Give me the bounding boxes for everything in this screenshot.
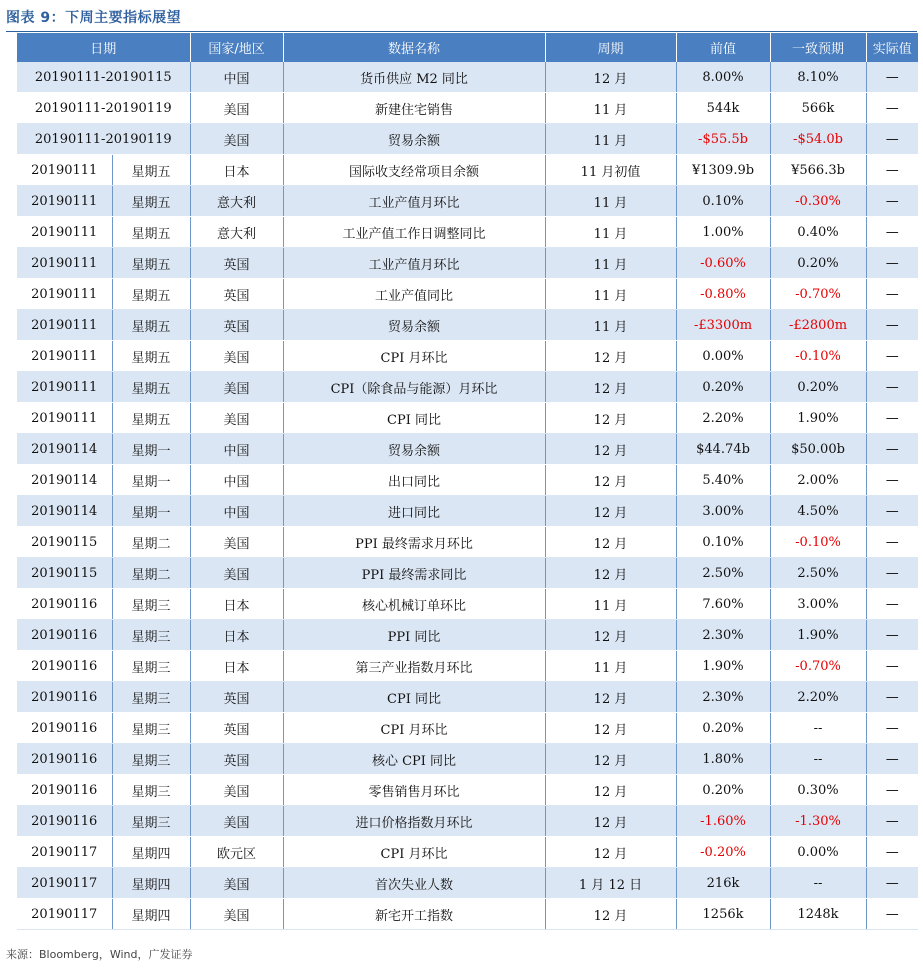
cell-period: 12 月 xyxy=(545,558,676,589)
title-divider xyxy=(6,31,917,32)
cell-consensus: 1.90% xyxy=(770,403,866,434)
cell-consensus: -- xyxy=(770,744,866,775)
cell-previous: -$55.5b xyxy=(676,124,770,155)
cell-date: 20190116 xyxy=(17,713,112,744)
cell-date: 20190116 xyxy=(17,589,112,620)
cell-period: 11 月 xyxy=(545,217,676,248)
cell-consensus: ¥566.3b xyxy=(770,155,866,186)
table-row xyxy=(17,93,918,124)
cell-period: 12 月 xyxy=(545,775,676,806)
cell-country: 英国 xyxy=(190,248,283,279)
cell-actual: — xyxy=(866,775,918,806)
cell-consensus: -- xyxy=(770,713,866,744)
cell-period: 11 月 xyxy=(545,124,676,155)
cell-previous: 0.20% xyxy=(676,775,770,806)
cell-date: 20190114 xyxy=(17,434,112,465)
cell-previous: 0.00% xyxy=(676,341,770,372)
cell-date: 20190116 xyxy=(17,744,112,775)
table-row xyxy=(17,775,918,806)
cell-period: 12 月 xyxy=(545,496,676,527)
cell-consensus: 566k xyxy=(770,93,866,124)
cell-period: 1 月 12 日 xyxy=(545,868,676,899)
cell-country: 美国 xyxy=(190,868,283,899)
cell-weekday: 星期五 xyxy=(112,403,190,434)
cell-consensus: -0.70% xyxy=(770,279,866,310)
cell-consensus: -0.10% xyxy=(770,341,866,372)
cell-indicator: 新建住宅销售 xyxy=(283,93,545,124)
cell-indicator: 工业产值工作日调整同比 xyxy=(283,217,545,248)
cell-date: 20190111 xyxy=(17,372,112,403)
cell-actual: — xyxy=(866,868,918,899)
cell-date: 20190117 xyxy=(17,837,112,868)
cell-date: 20190111 xyxy=(17,341,112,372)
cell-previous: 0.10% xyxy=(676,186,770,217)
cell-actual: — xyxy=(866,341,918,372)
cell-actual: — xyxy=(866,682,918,713)
cell-previous: 0.10% xyxy=(676,527,770,558)
table-row xyxy=(17,310,918,341)
table-row xyxy=(17,589,918,620)
cell-date: 20190111 xyxy=(17,279,112,310)
cell-consensus: 0.20% xyxy=(770,248,866,279)
cell-date: 20190116 xyxy=(17,775,112,806)
cell-weekday: 星期三 xyxy=(112,589,190,620)
cell-country: 美国 xyxy=(190,806,283,837)
cell-period: 12 月 xyxy=(545,837,676,868)
cell-weekday: 星期三 xyxy=(112,713,190,744)
cell-weekday: 星期五 xyxy=(112,248,190,279)
cell-date: 20190111 xyxy=(17,186,112,217)
cell-consensus: 0.00% xyxy=(770,837,866,868)
table-body xyxy=(17,62,918,930)
cell-previous: 3.00% xyxy=(676,496,770,527)
cell-country: 美国 xyxy=(190,403,283,434)
cell-consensus: 0.20% xyxy=(770,372,866,403)
cell-consensus: 4.50% xyxy=(770,496,866,527)
table-row xyxy=(17,403,918,434)
cell-period: 12 月 xyxy=(545,62,676,93)
table-row xyxy=(17,899,918,930)
cell-actual: — xyxy=(866,465,918,496)
cell-country: 美国 xyxy=(190,341,283,372)
cell-country: 欧元区 xyxy=(190,837,283,868)
cell-weekday: 星期二 xyxy=(112,527,190,558)
cell-actual: — xyxy=(866,837,918,868)
cell-country: 日本 xyxy=(190,589,283,620)
cell-period: 12 月 xyxy=(545,682,676,713)
table-row xyxy=(17,124,918,155)
cell-country: 美国 xyxy=(190,775,283,806)
cell-weekday: 星期四 xyxy=(112,837,190,868)
table-row xyxy=(17,465,918,496)
cell-indicator: PPI 最终需求同比 xyxy=(283,558,545,589)
cell-previous: 1256k xyxy=(676,899,770,930)
cell-weekday: 星期五 xyxy=(112,186,190,217)
header-previous: 前值 xyxy=(676,33,770,62)
cell-weekday: 星期三 xyxy=(112,620,190,651)
cell-actual: — xyxy=(866,558,918,589)
cell-previous: 0.20% xyxy=(676,372,770,403)
cell-consensus: 0.40% xyxy=(770,217,866,248)
cell-previous: ¥1309.9b xyxy=(676,155,770,186)
cell-period: 11 月初值 xyxy=(545,155,676,186)
cell-date: 20190116 xyxy=(17,682,112,713)
cell-indicator: 首次失业人数 xyxy=(283,868,545,899)
cell-period: 12 月 xyxy=(545,403,676,434)
table-row xyxy=(17,186,918,217)
cell-date: 20190111 xyxy=(17,248,112,279)
cell-actual: — xyxy=(866,713,918,744)
cell-actual: — xyxy=(866,403,918,434)
cell-consensus: 1248k xyxy=(770,899,866,930)
cell-weekday: 星期五 xyxy=(112,217,190,248)
cell-period: 11 月 xyxy=(545,310,676,341)
cell-actual: — xyxy=(866,155,918,186)
cell-date: 20190111-20190115 xyxy=(17,62,190,93)
cell-country: 意大利 xyxy=(190,217,283,248)
cell-date: 20190111 xyxy=(17,155,112,186)
cell-country: 日本 xyxy=(190,651,283,682)
cell-previous: -£3300m xyxy=(676,310,770,341)
table-row xyxy=(17,527,918,558)
header-actual: 实际值 xyxy=(866,33,918,62)
cell-previous: -0.20% xyxy=(676,837,770,868)
cell-date: 20190116 xyxy=(17,620,112,651)
cell-date: 20190114 xyxy=(17,465,112,496)
cell-country: 意大利 xyxy=(190,186,283,217)
cell-indicator: 国际收支经常项目余额 xyxy=(283,155,545,186)
cell-consensus: -0.30% xyxy=(770,186,866,217)
cell-indicator: 工业产值同比 xyxy=(283,279,545,310)
cell-actual: — xyxy=(866,186,918,217)
cell-weekday: 星期五 xyxy=(112,310,190,341)
cell-consensus: -£2800m xyxy=(770,310,866,341)
cell-indicator: 出口同比 xyxy=(283,465,545,496)
cell-actual: — xyxy=(866,620,918,651)
cell-consensus: 1.90% xyxy=(770,620,866,651)
cell-period: 12 月 xyxy=(545,341,676,372)
cell-actual: — xyxy=(866,434,918,465)
figure-title: 图表 9：下周主要指标展望 xyxy=(6,10,182,26)
cell-previous: -1.60% xyxy=(676,806,770,837)
cell-period: 12 月 xyxy=(545,465,676,496)
cell-date: 20190111-20190119 xyxy=(17,124,190,155)
cell-period: 11 月 xyxy=(545,186,676,217)
cell-period: 11 月 xyxy=(545,279,676,310)
cell-indicator: 贸易余额 xyxy=(283,434,545,465)
cell-previous: 544k xyxy=(676,93,770,124)
header-date: 日期 xyxy=(17,33,190,62)
cell-period: 12 月 xyxy=(545,713,676,744)
cell-indicator: CPI 同比 xyxy=(283,682,545,713)
cell-consensus: -- xyxy=(770,868,866,899)
cell-actual: — xyxy=(866,527,918,558)
cell-indicator: 进口同比 xyxy=(283,496,545,527)
cell-weekday: 星期五 xyxy=(112,155,190,186)
cell-indicator: 工业产值月环比 xyxy=(283,248,545,279)
cell-actual: — xyxy=(866,589,918,620)
cell-date: 20190115 xyxy=(17,527,112,558)
cell-consensus: -0.10% xyxy=(770,527,866,558)
cell-period: 11 月 xyxy=(545,248,676,279)
cell-previous: 0.20% xyxy=(676,713,770,744)
cell-consensus: 2.00% xyxy=(770,465,866,496)
table-row xyxy=(17,217,918,248)
table-row xyxy=(17,341,918,372)
cell-country: 英国 xyxy=(190,279,283,310)
cell-date: 20190111 xyxy=(17,310,112,341)
cell-period: 12 月 xyxy=(545,806,676,837)
cell-date: 20190116 xyxy=(17,806,112,837)
cell-indicator: CPI 月环比 xyxy=(283,713,545,744)
table-row xyxy=(17,620,918,651)
cell-weekday: 星期一 xyxy=(112,465,190,496)
cell-indicator: CPI 月环比 xyxy=(283,341,545,372)
cell-country: 英国 xyxy=(190,713,283,744)
cell-country: 美国 xyxy=(190,899,283,930)
cell-date: 20190117 xyxy=(17,868,112,899)
cell-actual: — xyxy=(866,93,918,124)
cell-indicator: 贸易余额 xyxy=(283,310,545,341)
cell-date: 20190111 xyxy=(17,217,112,248)
table-row xyxy=(17,837,918,868)
cell-indicator: 核心机械订单环比 xyxy=(283,589,545,620)
cell-consensus: 2.20% xyxy=(770,682,866,713)
cell-consensus: 0.30% xyxy=(770,775,866,806)
cell-indicator: PPI 最终需求月环比 xyxy=(283,527,545,558)
cell-consensus: -$54.0b xyxy=(770,124,866,155)
cell-weekday: 星期一 xyxy=(112,434,190,465)
cell-country: 中国 xyxy=(190,496,283,527)
cell-period: 12 月 xyxy=(545,899,676,930)
cell-previous: 216k xyxy=(676,868,770,899)
cell-indicator: 新宅开工指数 xyxy=(283,899,545,930)
cell-actual: — xyxy=(866,279,918,310)
cell-country: 美国 xyxy=(190,558,283,589)
cell-actual: — xyxy=(866,899,918,930)
cell-previous: -0.80% xyxy=(676,279,770,310)
cell-consensus: 3.00% xyxy=(770,589,866,620)
cell-country: 中国 xyxy=(190,434,283,465)
header-period: 周期 xyxy=(545,33,676,62)
cell-weekday: 星期三 xyxy=(112,682,190,713)
cell-previous: 2.30% xyxy=(676,620,770,651)
cell-period: 12 月 xyxy=(545,372,676,403)
table-row xyxy=(17,651,918,682)
cell-indicator: 贸易余额 xyxy=(283,124,545,155)
table-row xyxy=(17,868,918,899)
cell-weekday: 星期三 xyxy=(112,806,190,837)
cell-actual: — xyxy=(866,744,918,775)
cell-date: 20190111 xyxy=(17,403,112,434)
header-country: 国家/地区 xyxy=(190,33,283,62)
table-row xyxy=(17,248,918,279)
table-row xyxy=(17,155,918,186)
table-row xyxy=(17,806,918,837)
table-row xyxy=(17,744,918,775)
cell-actual: — xyxy=(866,496,918,527)
cell-previous: 1.90% xyxy=(676,651,770,682)
cell-weekday: 星期三 xyxy=(112,651,190,682)
cell-date: 20190111-20190119 xyxy=(17,93,190,124)
header-indicator: 数据名称 xyxy=(283,33,545,62)
cell-country: 英国 xyxy=(190,310,283,341)
cell-consensus: -0.70% xyxy=(770,651,866,682)
cell-indicator: CPI（除食品与能源）月环比 xyxy=(283,372,545,403)
cell-period: 12 月 xyxy=(545,620,676,651)
table-row xyxy=(17,496,918,527)
cell-actual: — xyxy=(866,217,918,248)
cell-consensus: $50.00b xyxy=(770,434,866,465)
cell-indicator: CPI 月环比 xyxy=(283,837,545,868)
cell-country: 美国 xyxy=(190,124,283,155)
cell-country: 中国 xyxy=(190,465,283,496)
cell-period: 12 月 xyxy=(545,527,676,558)
cell-weekday: 星期五 xyxy=(112,341,190,372)
cell-period: 12 月 xyxy=(545,744,676,775)
cell-indicator: 零售销售月环比 xyxy=(283,775,545,806)
cell-weekday: 星期三 xyxy=(112,775,190,806)
cell-weekday: 星期一 xyxy=(112,496,190,527)
cell-weekday: 星期五 xyxy=(112,279,190,310)
cell-country: 美国 xyxy=(190,527,283,558)
cell-previous: 2.20% xyxy=(676,403,770,434)
cell-indicator: PPI 同比 xyxy=(283,620,545,651)
cell-previous: 2.50% xyxy=(676,558,770,589)
table-header-row xyxy=(17,33,918,62)
cell-previous: 1.00% xyxy=(676,217,770,248)
cell-previous: 2.30% xyxy=(676,682,770,713)
cell-country: 日本 xyxy=(190,620,283,651)
cell-indicator: 核心 CPI 同比 xyxy=(283,744,545,775)
cell-weekday: 星期二 xyxy=(112,558,190,589)
cell-previous: $44.74b xyxy=(676,434,770,465)
cell-date: 20190116 xyxy=(17,651,112,682)
cell-date: 20190114 xyxy=(17,496,112,527)
cell-previous: 8.00% xyxy=(676,62,770,93)
source-note: 来源：Bloomberg，Wind，广发证券 xyxy=(6,948,193,961)
cell-consensus: 8.10% xyxy=(770,62,866,93)
cell-actual: — xyxy=(866,310,918,341)
cell-country: 美国 xyxy=(190,93,283,124)
cell-weekday: 星期四 xyxy=(112,868,190,899)
table-row xyxy=(17,62,918,93)
cell-previous: 5.40% xyxy=(676,465,770,496)
cell-indicator: 货币供应 M2 同比 xyxy=(283,62,545,93)
table-row xyxy=(17,713,918,744)
cell-actual: — xyxy=(866,124,918,155)
cell-country: 日本 xyxy=(190,155,283,186)
cell-indicator: 进口价格指数月环比 xyxy=(283,806,545,837)
cell-date: 20190115 xyxy=(17,558,112,589)
cell-actual: — xyxy=(866,806,918,837)
cell-country: 英国 xyxy=(190,682,283,713)
cell-country: 英国 xyxy=(190,744,283,775)
cell-period: 12 月 xyxy=(545,434,676,465)
table-row xyxy=(17,682,918,713)
cell-period: 11 月 xyxy=(545,93,676,124)
cell-consensus: 2.50% xyxy=(770,558,866,589)
cell-previous: 7.60% xyxy=(676,589,770,620)
cell-consensus: -1.30% xyxy=(770,806,866,837)
table-row xyxy=(17,558,918,589)
cell-weekday: 星期五 xyxy=(112,372,190,403)
cell-weekday: 星期四 xyxy=(112,899,190,930)
cell-date: 20190117 xyxy=(17,899,112,930)
cell-indicator: CPI 同比 xyxy=(283,403,545,434)
table-row xyxy=(17,434,918,465)
cell-previous: -0.60% xyxy=(676,248,770,279)
cell-indicator: 工业产值月环比 xyxy=(283,186,545,217)
cell-period: 11 月 xyxy=(545,651,676,682)
table-row xyxy=(17,279,918,310)
cell-weekday: 星期三 xyxy=(112,744,190,775)
cell-country: 美国 xyxy=(190,372,283,403)
cell-actual: — xyxy=(866,248,918,279)
indicator-table xyxy=(17,33,918,930)
cell-indicator: 第三产业指数月环比 xyxy=(283,651,545,682)
cell-country: 中国 xyxy=(190,62,283,93)
cell-actual: — xyxy=(866,372,918,403)
table-row xyxy=(17,372,918,403)
cell-actual: — xyxy=(866,62,918,93)
cell-actual: — xyxy=(866,651,918,682)
cell-period: 11 月 xyxy=(545,589,676,620)
header-consensus: 一致预期 xyxy=(770,33,866,62)
cell-previous: 1.80% xyxy=(676,744,770,775)
